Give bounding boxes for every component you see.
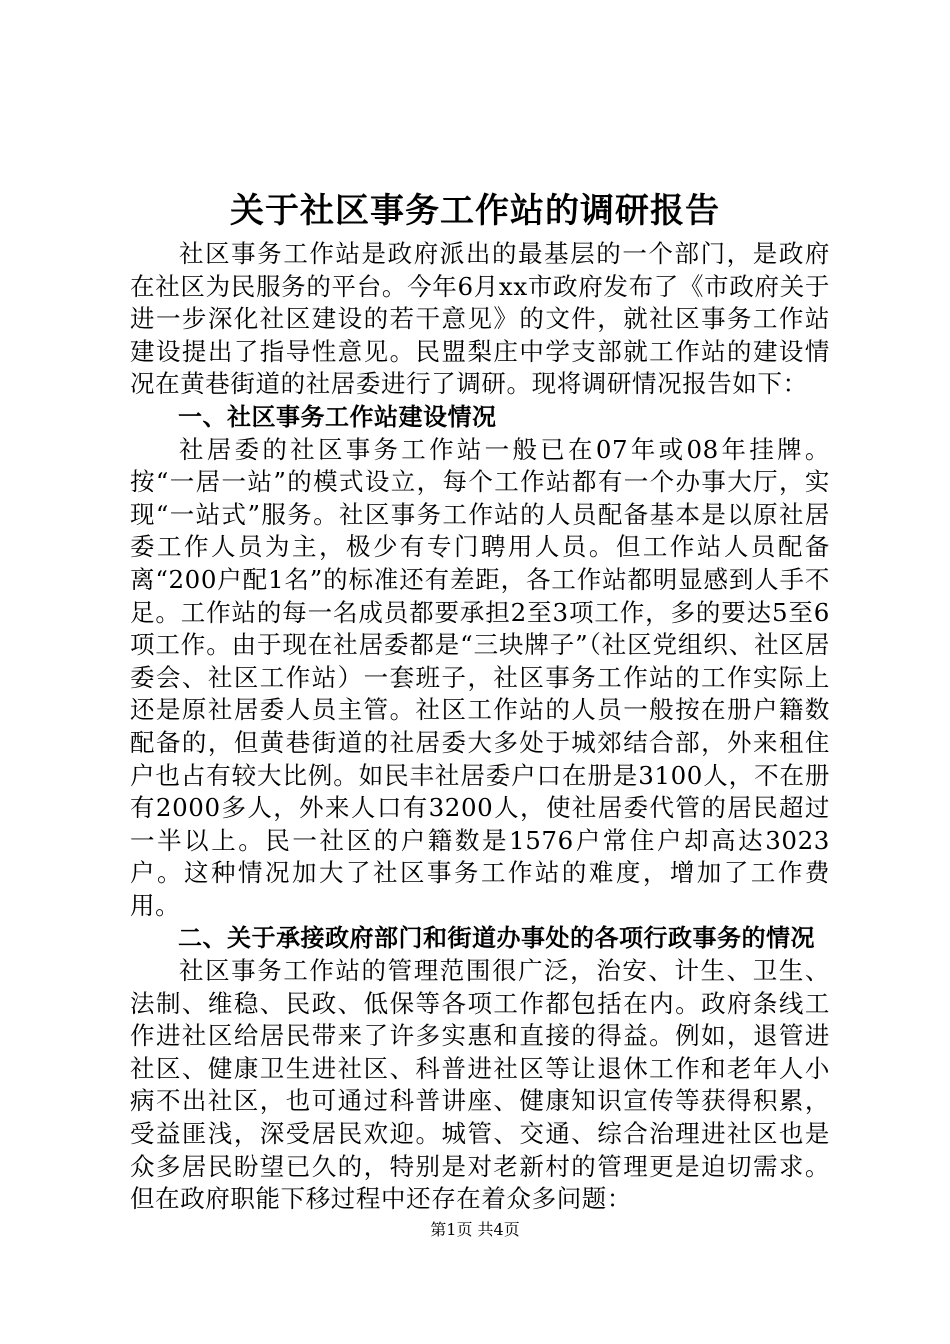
section-heading-2: 二、关于承接政府部门和街道办事处的各项行政事务的情况 [178,924,815,953]
section-1-paragraph: 社居委的社区事务工作站一般已在07年或08年挂牌。按“一居一站”的模式设立，每个工作站都有一个办事大厅，实现“一站式”服务。社区事务工作站的人员配备基本是以原社居委工作人员为主，极少有专门聘用人员。但工作站人员配备离“200户配1名”的标准还有差距，各工作站都明显感到人手不足。工作站的每一名成员都要承担2至3项工作，多的要达5至6项工作。由于现在社居委都是“三块牌子”（社区党组织、社区居委会、社区工作站）一套班子，社区事务工作站的工作实际上还是原社居委人员主管。社区工作站的人员一般按在册户籍数配备的，但黄巷街道的社居委大多处于城郊结合部，外来租住户也占有较大比例。如民丰社居委户口在册是3100人，不在册有2000多人，外来人口有3200人，使社居委代管的居民超过一半以上。民一社区的户籍数是1576户常住户却高达3023户。这种情况加大了社区事务工作站的难度，增加了工作费用。 [130,434,830,920]
page-number-footer: 第1页 共4页 [430,1220,520,1239]
document-body [130,238,830,1216]
section-heading-1: 一、社区事务工作站建设情况 [178,402,497,431]
document-title: 关于社区事务工作站的调研报告 [230,191,720,231]
section-2-paragraph: 社区事务工作站的管理范围很广泛，治安、计生、卫生、法制、维稳、民政、低保等各项工作都包括在内。政府条线工作进社区给居民带来了许多实惠和直接的得益。例如，退管进社区、健康卫生进社区、科普进社区等让退休工作和老年人小病不出社区，也可通过科普讲座、健康知识宣传等获得积累，受益匪浅，深受居民欢迎。城管、交通、综合治理进社区也是众多居民盼望已久的，特别是对老新村的管理更是迫切需求。但在政府职能下移过程中还存在着众多问题： [130,956,830,1214]
intro-paragraph: 社区事务工作站是政府派出的最基层的一个部门，是政府在社区为民服务的平台。今年6月xx市政府发布了《市政府关于进一步深化社区建设的若干意见》的文件，就社区事务工作站建设提出了指导性意见。民盟梨庄中学支部就工作站的建设情况在黄巷街道的社居委进行了调研。现将调研情况报告如下： [130,239,830,399]
